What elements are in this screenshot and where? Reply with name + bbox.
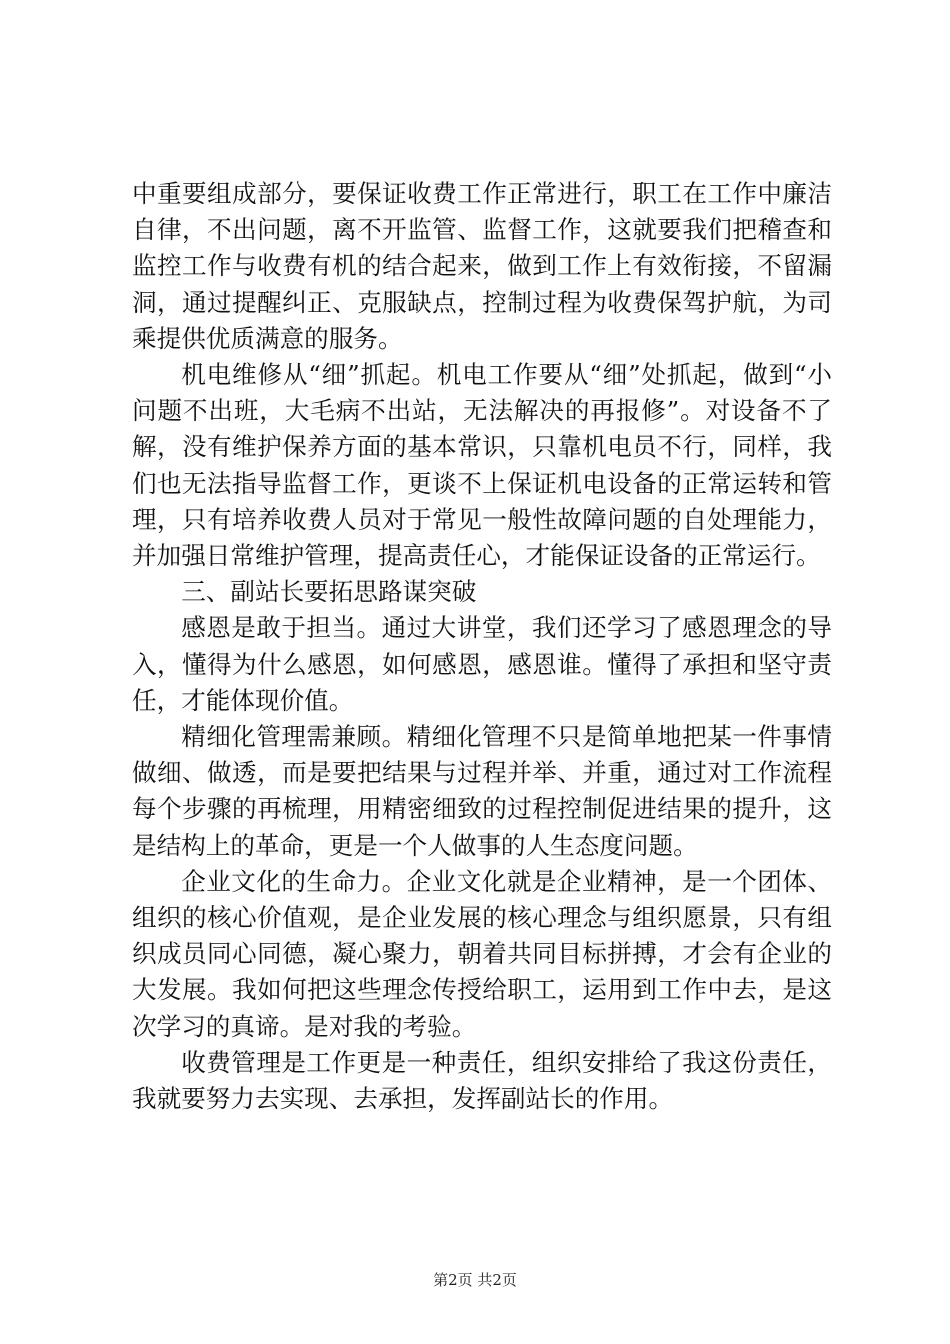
paragraph-conclusion: 收费管理是工作更是一种责任，组织安排给了我这份责任，我就要努力去实现、去承担，发挥副站长的作用。: [132, 1047, 832, 1114]
paragraph-refined-management: 精细化管理需兼顾。精细化管理不只是简单地把某一件事情做细、做透，而是要把结果与过程并举、并重，通过对工作流程每个步骤的再梳理，用精密细致的过程控制促进结果的提升，这是结构上的革命，更是一个人做事的人生态度问题。: [132, 722, 832, 860]
paragraph-mechanical-maintenance: 机电维修从“细”抓起。机电工作要从“细”处抓起，做到“小问题不出班，大毛病不出站，无法解决的再报修”。对设备不了解，没有维护保养方面的基本常识，只靠机电员不行，同样，我们也无法指导监督工作，更谈不上保证机电设备的正常运转和管理，只有培养收费人员对于常见一般性故障问题的自处理能力，并加强日常维护管理，提高责任心，才能保证设备的正常运行。: [132, 360, 832, 571]
section-heading: 三、副站长要拓思路谋突破: [181, 577, 477, 607]
document-body: [132, 176, 832, 1117]
paragraph-gratitude: 感恩是敢于担当。通过大讲堂，我们还学习了感恩理念的导入，懂得为什么感恩，如何感恩，感恩谁。懂得了承担和坚守责任，才能体现价值。: [132, 613, 832, 715]
page-footer: 第2页 共2页: [433, 1271, 517, 1289]
paragraph-continuation: 中重要组成部分，要保证收费工作正常进行，职工在工作中廉洁自律，不出问题，离不开监管、监督工作，这就要我们把稽查和监控工作与收费有机的结合起来，做到工作上有效衔接，不留漏洞，通过提醒纠正、克服缺点，控制过程为收费保驾护航，为司乘提供优质满意的服务。: [132, 179, 832, 353]
paragraph-corporate-culture: 企业文化的生命力。企业文化就是企业精神，是一个团体、组织的核心价值观，是企业发展的核心理念与组织愿景，只有组织成员同心同德，凝心聚力，朝着共同目标拼搏，才会有企业的大发展。我如何把这些理念传授给职工，运用到工作中去，是这次学习的真谛。是对我的考验。: [132, 866, 832, 1041]
